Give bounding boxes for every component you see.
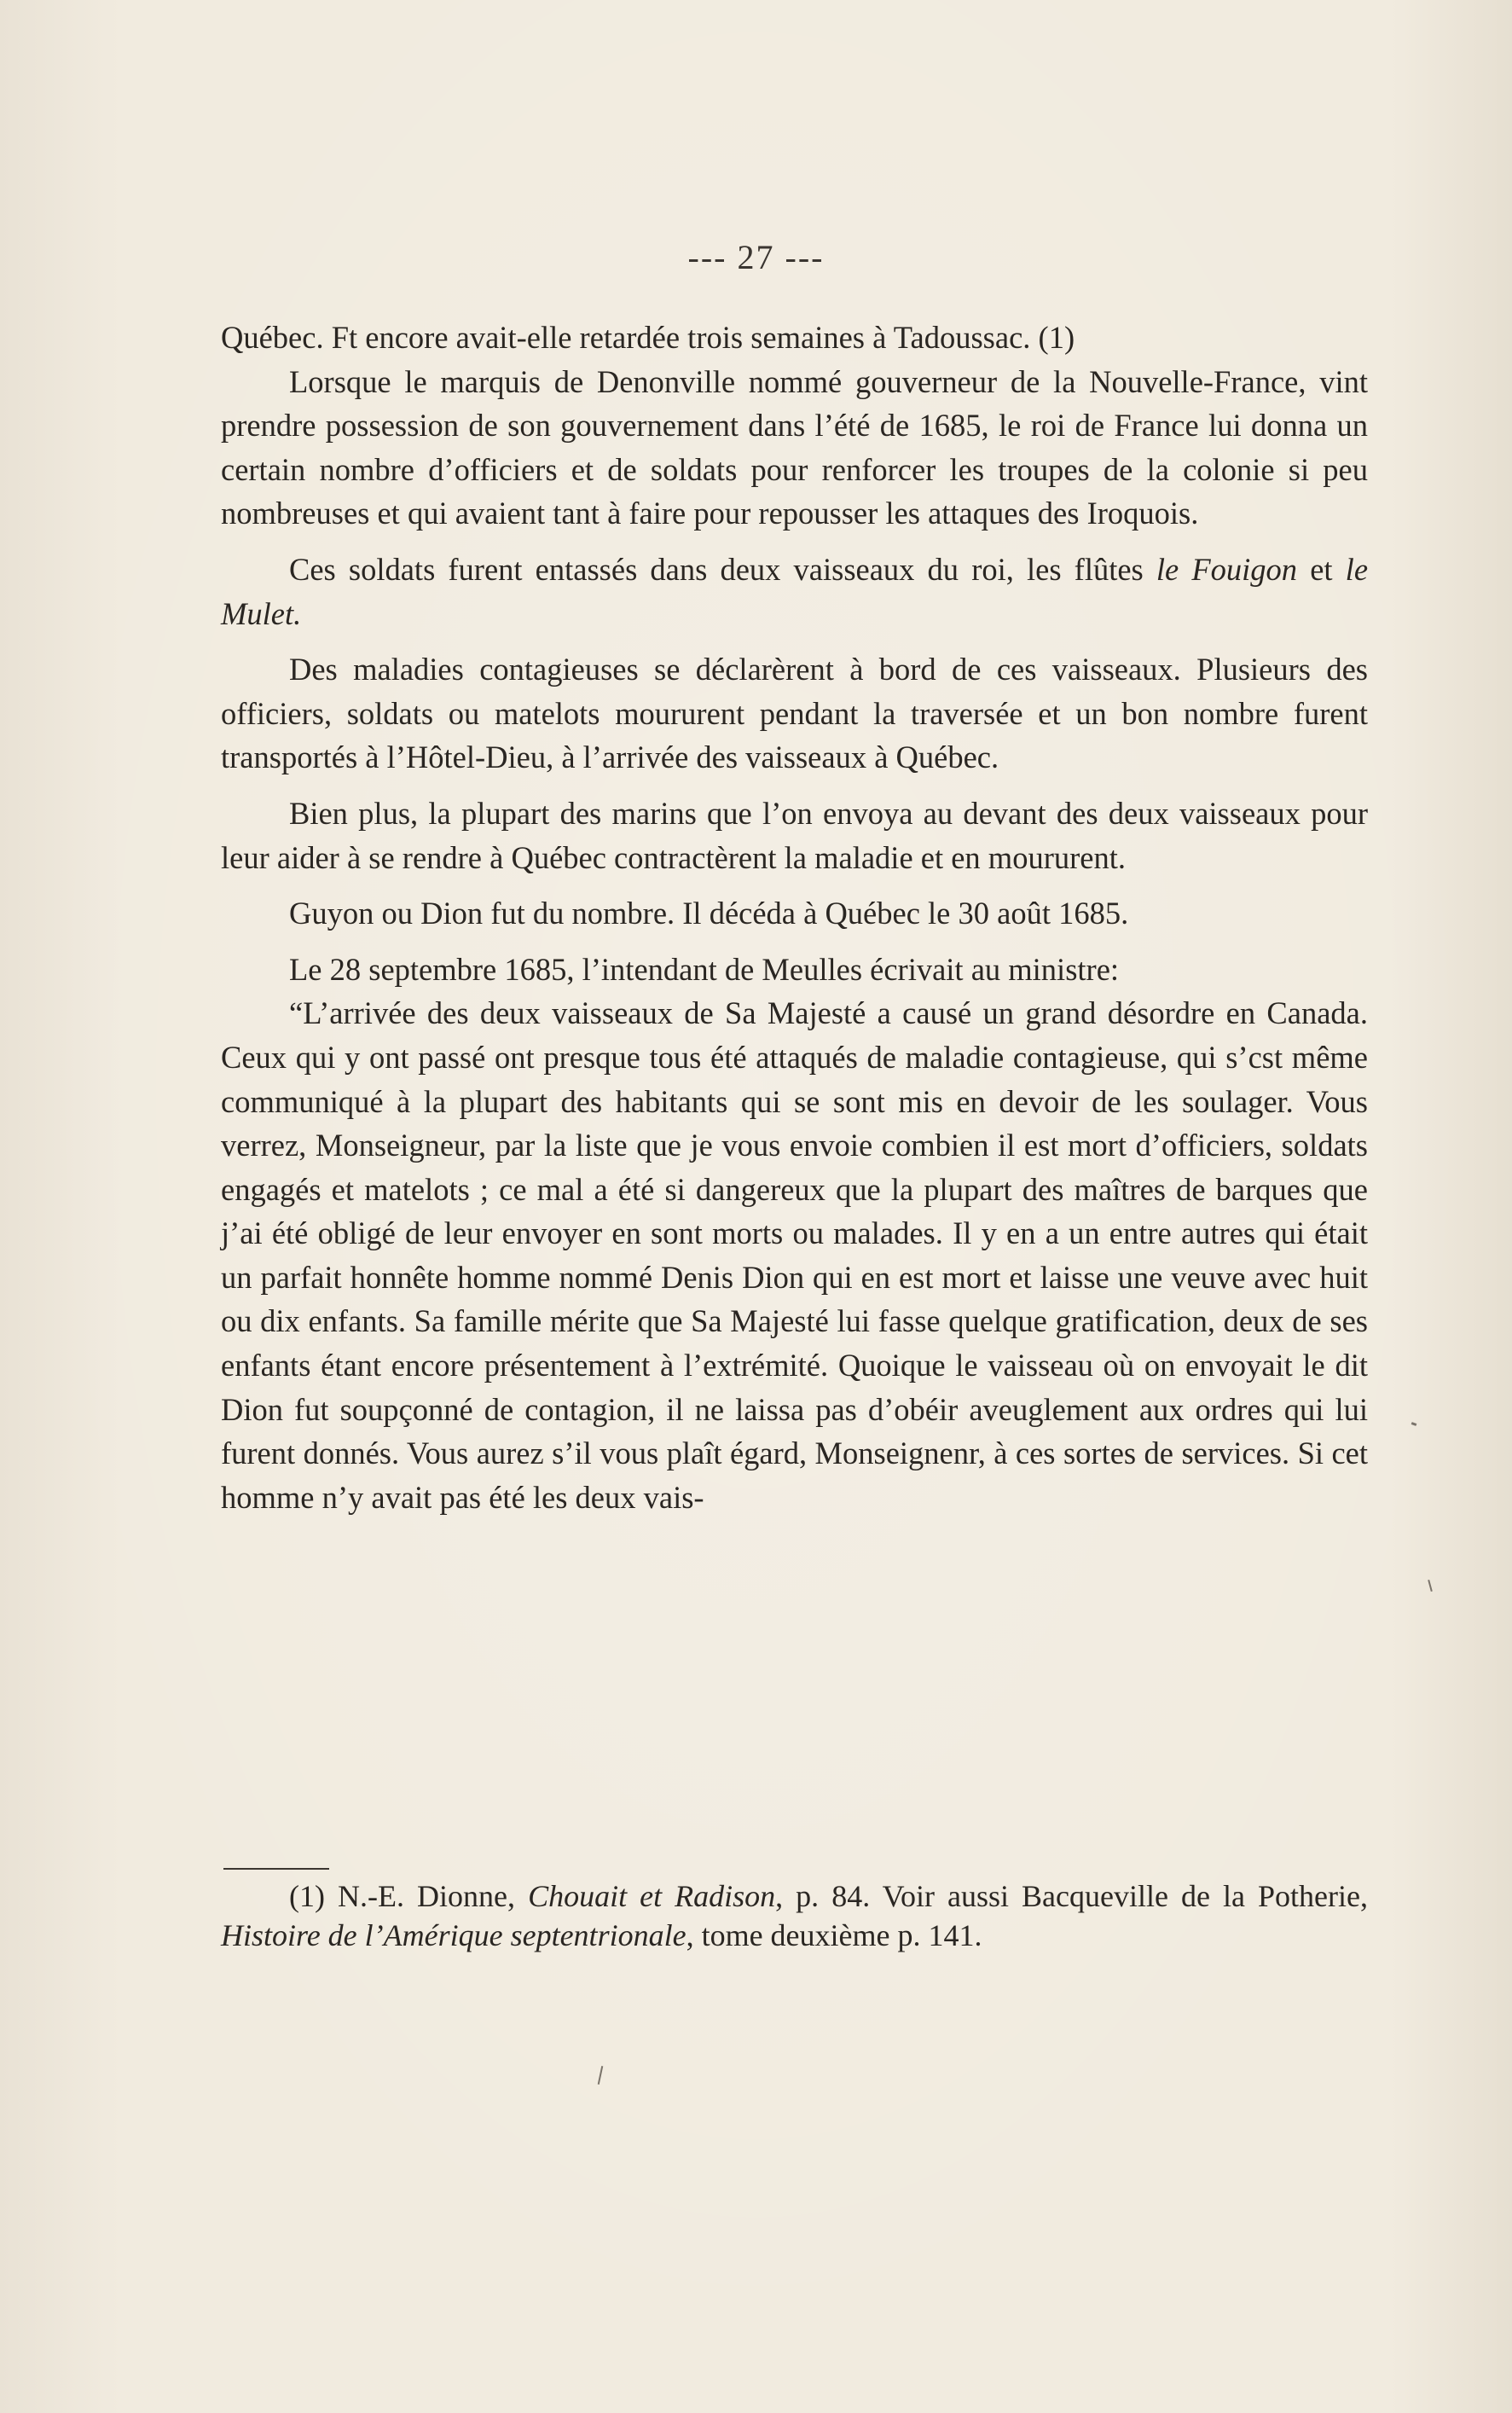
footnote-work-title: Chouait et Radison: [528, 1879, 776, 1913]
footnote-work-title: Histoire de l’Amérique septentrionale: [221, 1918, 686, 1952]
footnote: [221, 1876, 1368, 1955]
page-number: --- 27 ---: [687, 238, 825, 276]
footnotes: [221, 1876, 1368, 1955]
scan-speck: [1411, 1422, 1417, 1426]
body-text: [221, 316, 1368, 1519]
footnote-text: , p. 84. Voir aussi Bacqueville de la Potherie,: [775, 1879, 1368, 1913]
footnote-marker: (1): [289, 1879, 325, 1913]
paragraph: [221, 548, 1368, 635]
quoted-letter: “L’arrivée des deux vaisseaux de Sa Majesté a causé un grand désordre en Canada. Ceux qui y ont passé ont presque tous été attaqués de maladie contagieuse, qui s’cst même communiqué à la plupart des habitants qui se sont mis en devoir de les soulager. Vous verrez, Monseigneur, par la liste que je vous envoie combien il est mort d’officiers, soldats engagés et matelots ; ce mal a été si dangereux que la plupart des maîtres de barques que j’ai été obligé de leur envoyer en sont morts ou malades. Il y en a un entre autres qui était un parfait honnête homme nommé Denis Dion qui en est mort et laisse une veuve avec huit ou dix enfants. Sa famille mérite que Sa Majesté lui fasse quelque gratification, deux de ses enfants étant encore présentement à l’extrémité. Quoique le vaisseau où on envoyait le dit Dion fut soupçonné de contagion, il ne laissa pas d’obéir aveuglement aux ordres qui lui furent donnés. Vous aurez s’il vous plaît égard, Monseignenr, à ces sortes de services. Si cet homme n’y avait pas été les deux vais-: [221, 995, 1368, 1515]
paragraph: Lorsque le marquis de Denonville nommé gouverneur de la Nouvelle-France, vint prendre possession de son gouvernement dans l’été de 1685, le roi de France lui donna un certain nombre d’officiers et de soldats pour renforcer les troupes de la colonie si peu nombreuses et qui avaient tant à faire pour repousser les attaques des Iroquois.: [221, 363, 1368, 531]
paragraph: Québec. Ft encore avait-elle retardée trois semaines à Tadoussac. (1): [221, 320, 1075, 355]
ship-name: le Fouigon: [1156, 551, 1298, 587]
paragraph: Bien plus, la plupart des marins que l’on envoya au devant des deux vaisseaux pour leur aider à se rendre à Québec contractèrent la maladie et en moururent.: [221, 795, 1368, 875]
footnote-text: , tome deuxième p. 141.: [686, 1918, 982, 1952]
paragraph: Le 28 septembre 1685, l’intendant de Meulles écrivait au ministre:: [289, 951, 1120, 987]
scan-speck: [598, 2066, 604, 2085]
footnote-text: N.-E. Dionne,: [324, 1879, 529, 1913]
footnote-rule: [223, 1868, 329, 1870]
scan-speck: [1428, 1580, 1433, 1592]
paragraph-text: Ces soldats furent entassés dans deux vaisseaux du roi, les flûtes: [289, 551, 1156, 587]
ship-name: le Mulet.: [221, 551, 1369, 631]
paragraph: Des maladies contagieuses se déclarèrent à bord de ces vaisseaux. Plusieurs des officiers, soldats ou matelots moururent pendant la traversée et un bon nombre furent transportés à l’Hôtel-Dieu, à l’arrivée des vaisseaux à Québec.: [221, 652, 1368, 775]
paragraph-text: et: [1297, 551, 1346, 587]
paragraph: Guyon ou Dion fut du nombre. Il décéda à Québec le 30 août 1685.: [289, 896, 1129, 931]
